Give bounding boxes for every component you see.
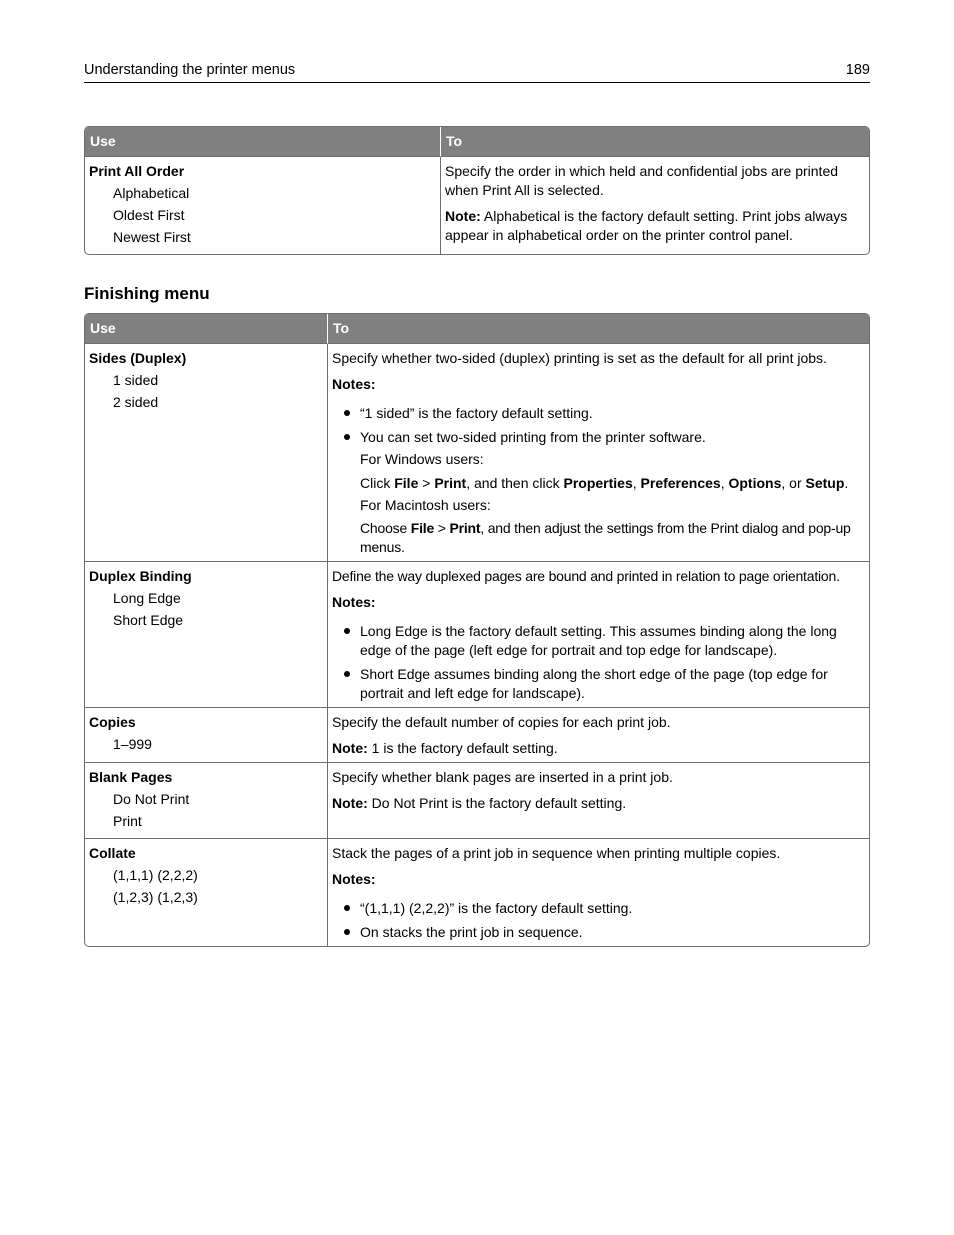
text-fragment: Choose [360, 520, 411, 536]
bullet-icon [344, 671, 350, 677]
list-item [332, 923, 865, 942]
note-label: Note: [332, 740, 368, 756]
text-fragment: > [418, 475, 435, 491]
text-fragment: , [720, 475, 729, 491]
use-cell [85, 763, 327, 839]
note-text: “(1,1,1) (2,2,2)” is the factory default setting. [360, 900, 633, 916]
setting-description: Stack the pages of a print job in sequence when printing multiple copies. [332, 845, 781, 861]
to-cell [327, 839, 869, 946]
text-fragment: Preferences [640, 475, 721, 491]
setting-description: Specify the order in which held and confidential jobs are printed when Print All is selected. [445, 163, 839, 198]
note-text: “1 sided” is the factory default setting. [360, 405, 593, 421]
note-text: Short Edge assumes binding along the short edge of the page (top edge for portrait and left edge for landscape). [360, 666, 828, 701]
table-header-row [85, 127, 869, 157]
notes-label: Notes: [332, 376, 376, 392]
to-cell [327, 562, 869, 708]
use-cell [85, 157, 440, 254]
windows-users-label: For Windows users: [360, 451, 484, 467]
use-cell [85, 708, 327, 763]
setting-note [445, 207, 865, 245]
list-item [332, 622, 865, 660]
use-cell [85, 839, 327, 946]
setting-option: Print [113, 813, 142, 829]
note-text: Do Not Print is the factory default setting. [367, 795, 627, 811]
text-fragment: , and then click [466, 475, 564, 491]
to-cell [327, 708, 869, 763]
bullet-icon [344, 905, 350, 911]
setting-name: Print All Order [89, 163, 185, 179]
finishing-menu-table [84, 313, 870, 947]
notes-list [332, 404, 865, 557]
setting-option: Newest First [113, 229, 191, 245]
setting-name: Collate [89, 845, 136, 861]
to-cell [440, 157, 869, 254]
list-item [332, 404, 865, 423]
setting-option: 1 sided [113, 372, 159, 388]
text-fragment: Print [434, 475, 467, 491]
setting-option: Long Edge [113, 590, 181, 606]
column-header-to: To [440, 127, 869, 157]
print-all-order-table [84, 126, 870, 255]
setting-option: Do Not Print [113, 791, 190, 807]
setting-description: Specify the default number of copies for each print job. [332, 714, 671, 730]
windows-instructions [360, 474, 865, 493]
text-fragment: File [410, 520, 435, 536]
section-heading: Finishing menu [84, 284, 210, 303]
setting-option: 2 sided [113, 394, 159, 410]
text-fragment: File [394, 475, 419, 491]
note-text: Long Edge is the factory default setting. This assumes binding along the long edge of the page (left edge for portrait and top edge for landscape). [360, 623, 837, 658]
to-cell [327, 763, 869, 839]
page-number: 189 [845, 62, 870, 78]
bullet-icon [344, 628, 350, 634]
note-text: Alphabetical is the factory default setting. Print jobs always appear in alphabetical order on the printer control panel. [445, 208, 848, 243]
list-item [332, 899, 865, 918]
setting-description: Specify whether two-sided (duplex) printing is set as the default for all print jobs. [332, 350, 827, 366]
list-item [332, 665, 865, 703]
text-fragment: Print [449, 520, 481, 536]
setting-note [332, 794, 865, 813]
setting-description: Specify whether blank pages are inserted in a print job. [332, 769, 673, 785]
setting-name: Copies [89, 714, 136, 730]
table-row [85, 839, 869, 946]
text-fragment: Properties [563, 475, 633, 491]
text-fragment: , [632, 475, 641, 491]
running-header [84, 60, 870, 83]
macintosh-users-label: For Macintosh users: [360, 497, 491, 513]
text-fragment: , and then adjust the settings from the Print dialog and pop-up menus. [360, 520, 851, 555]
setting-name: Sides (Duplex) [89, 350, 187, 366]
bullet-icon [344, 929, 350, 935]
setting-option: Oldest First [113, 207, 185, 223]
table-row [85, 708, 869, 763]
setting-option: Short Edge [113, 612, 184, 628]
setting-option: (1,2,3) (1,2,3) [113, 889, 198, 905]
note-text: 1 is the factory default setting. [367, 740, 558, 756]
table-row [85, 344, 869, 562]
use-cell [85, 344, 327, 562]
text-fragment: > [434, 520, 450, 536]
column-header-use: Use [85, 127, 440, 157]
note-label: Note: [332, 795, 368, 811]
notes-label: Notes: [332, 871, 376, 887]
text-fragment: Setup [805, 475, 845, 491]
text-fragment: . [844, 475, 849, 491]
list-item [332, 428, 865, 557]
setting-description: Define the way duplexed pages are bound and printed in relation to page orientation. [332, 568, 840, 584]
table-row [85, 562, 869, 708]
bullet-icon [344, 410, 350, 416]
notes-list [332, 622, 865, 703]
note-text: On stacks the print job in sequence. [360, 924, 583, 940]
setting-name: Duplex Binding [89, 568, 192, 584]
table-row [85, 157, 869, 254]
running-header-title: Understanding the printer menus [84, 62, 296, 78]
setting-option: (1,1,1) (2,2,2) [113, 867, 198, 883]
column-header-use: Use [85, 314, 327, 344]
note-label: Note: [445, 208, 481, 224]
notes-list [332, 899, 865, 942]
table-header-row [85, 314, 869, 344]
setting-note [332, 739, 865, 758]
to-cell [327, 344, 869, 562]
macintosh-instructions [360, 519, 865, 557]
text-fragment: , or [781, 475, 806, 491]
setting-option: 1–999 [113, 736, 152, 752]
use-cell [85, 562, 327, 708]
table-row [85, 763, 869, 839]
column-header-to: To [327, 314, 869, 344]
notes-label: Notes: [332, 594, 376, 610]
text-fragment: Click [360, 475, 395, 491]
setting-option: Alphabetical [113, 185, 190, 201]
setting-name: Blank Pages [89, 769, 173, 785]
bullet-icon [344, 434, 350, 440]
note-text: You can set two-sided printing from the printer software. [360, 429, 706, 445]
text-fragment: Options [728, 475, 782, 491]
